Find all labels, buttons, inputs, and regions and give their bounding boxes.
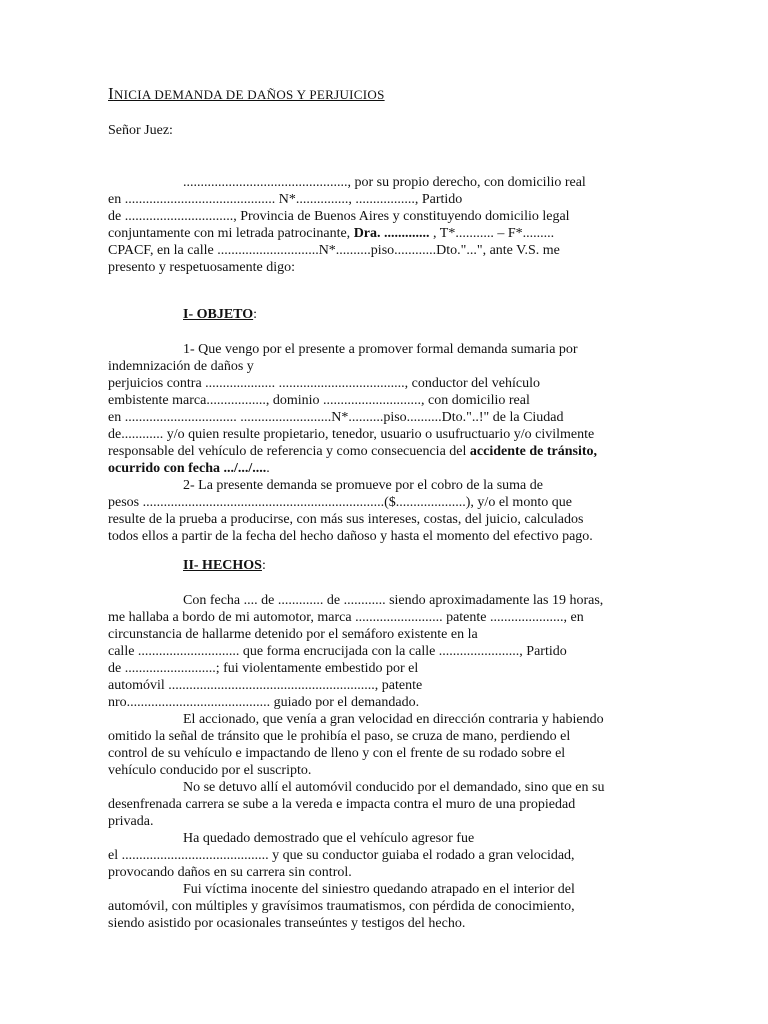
hechos-line: de ..........................; fui violentamente embestido por el: [108, 661, 419, 676]
objeto-line: pesos .....................................................................($....................), y/o el monto que: [108, 495, 572, 510]
objeto-line: embistente marca................., dominio ............................, con domicilio real: [108, 393, 530, 408]
hechos-line: vehículo conducido por el suscripto.: [108, 763, 312, 778]
hechos-line: control de su vehículo e impactando de lleno y con el frente de su rodado sobre el: [108, 746, 566, 761]
hechos-line: No se detuvo allí el automóvil conducido por el demandado, sino que en su: [183, 780, 605, 795]
hechos-line: Con fecha .... de ............. de ............ siendo aproximadamente las 19 horas,: [183, 593, 604, 608]
title-first-letter: I: [108, 84, 114, 103]
section-heading-objeto: [183, 307, 257, 323]
accident-date-emphasis: ocurrido con fecha .../.../....: [108, 461, 267, 476]
hechos-line: me hallaba a bordo de mi automotor, marca ......................... patente ....................., en: [108, 610, 584, 625]
intro-paragraph: [108, 174, 662, 276]
intro-line: ..............................................., por su propio derecho, con domicilio real: [183, 175, 586, 190]
hechos-line: circunstancia de hallarme detenido por el semáforo existente en la: [108, 627, 478, 642]
accident-emphasis: accidente de tránsito,: [469, 444, 598, 459]
hechos-line: provocando daños en su carrera sin control.: [108, 865, 352, 880]
hechos-line: Fui víctima inocente del siniestro quedando atrapado en el interior del: [183, 882, 575, 897]
hechos-line: automóvil, con múltiples y gravísimos traumatismos, con pérdida de conocimiento,: [108, 899, 575, 914]
objeto-text: responsable del vehículo de referencia y como consecuencia del: [108, 444, 470, 459]
section-heading-colon: :: [253, 307, 258, 322]
objeto-line: perjuicios contra .................... ...................................., conductor del vehículo: [108, 376, 540, 391]
objeto-line: [108, 443, 662, 460]
objeto-line: todos ellos a partir de la fecha del hecho dañoso y hasta el momento del efectivo pago.: [108, 529, 593, 544]
objeto-line: en ................................ ..........................N*..........piso..........Dto."..!" de la Ciudad: [108, 410, 564, 425]
section-heading-hechos: [183, 558, 266, 574]
hechos-line: Ha quedado demostrado que el vehículo agresor fue: [183, 831, 475, 846]
intro-line: presento y respetuosamente digo:: [108, 260, 296, 275]
section-heading-text: II- HECHOS: [183, 558, 262, 573]
document-title: [108, 84, 385, 104]
intro-text: , T*........... – F*.........: [429, 226, 555, 241]
objeto-text: .: [266, 461, 270, 476]
hechos-line: omitido la señal de tránsito que le prohibía el paso, se cruza de mano, perdiendo el: [108, 729, 571, 744]
hechos-line: desenfrenada carrera se sube a la vereda e impacta contra el muro de una propiedad: [108, 797, 576, 812]
intro-line: de ..............................., Provincia de Buenos Aires y constituyendo domicilio legal: [108, 209, 570, 224]
intro-line: en ........................................... N*..............., ................., Partido: [108, 192, 463, 207]
lawyer-name-placeholder: Dra. .............: [353, 226, 430, 241]
salutation: Señor Juez:: [108, 123, 173, 138]
section-objeto-body: [108, 341, 662, 545]
hechos-line: privada.: [108, 814, 154, 829]
objeto-line: resulte de la prueba a producirse, con más sus intereses, costas, del juicio, calculados: [108, 512, 584, 527]
section-heading-colon: :: [261, 558, 266, 573]
objeto-line: 1- Que vengo por el presente a promover formal demanda sumaria por: [183, 342, 578, 357]
objeto-line: indemnización de daños y: [108, 359, 254, 374]
intro-line: [108, 225, 662, 242]
hechos-line: automóvil ..........................................................., patente: [108, 678, 423, 693]
objeto-line: [108, 460, 662, 477]
hechos-line: nro......................................... guiado por el demandado.: [108, 695, 420, 710]
section-hechos-body: [108, 592, 662, 932]
intro-text: conjuntamente con mi letrada patrocinante,: [108, 226, 354, 241]
hechos-line: el .......................................... y que su conductor guiaba el rodado a gran velocidad,: [108, 848, 575, 863]
objeto-line: 2- La presente demanda se promueve por el cobro de la suma de: [183, 478, 543, 493]
objeto-line: de............ y/o quien resulte propietario, tenedor, usuario o usufructuario y/o civilmente: [108, 427, 595, 442]
section-heading-text: I- OBJETO: [183, 307, 254, 322]
hechos-line: calle ............................. que forma encrucijada con la calle ......................., Partido: [108, 644, 567, 659]
hechos-line: siendo asistido por ocasionales transeúntes y testigos del hecho.: [108, 916, 466, 931]
title-rest: NICIA DEMANDA DE DAÑOS Y PERJUICIOS: [113, 87, 385, 102]
hechos-line: El accionado, que venía a gran velocidad en dirección contraria y habiendo: [183, 712, 604, 727]
intro-line: CPACF, en la calle .............................N*..........piso............Dto."...", ante V.S. me: [108, 243, 560, 258]
